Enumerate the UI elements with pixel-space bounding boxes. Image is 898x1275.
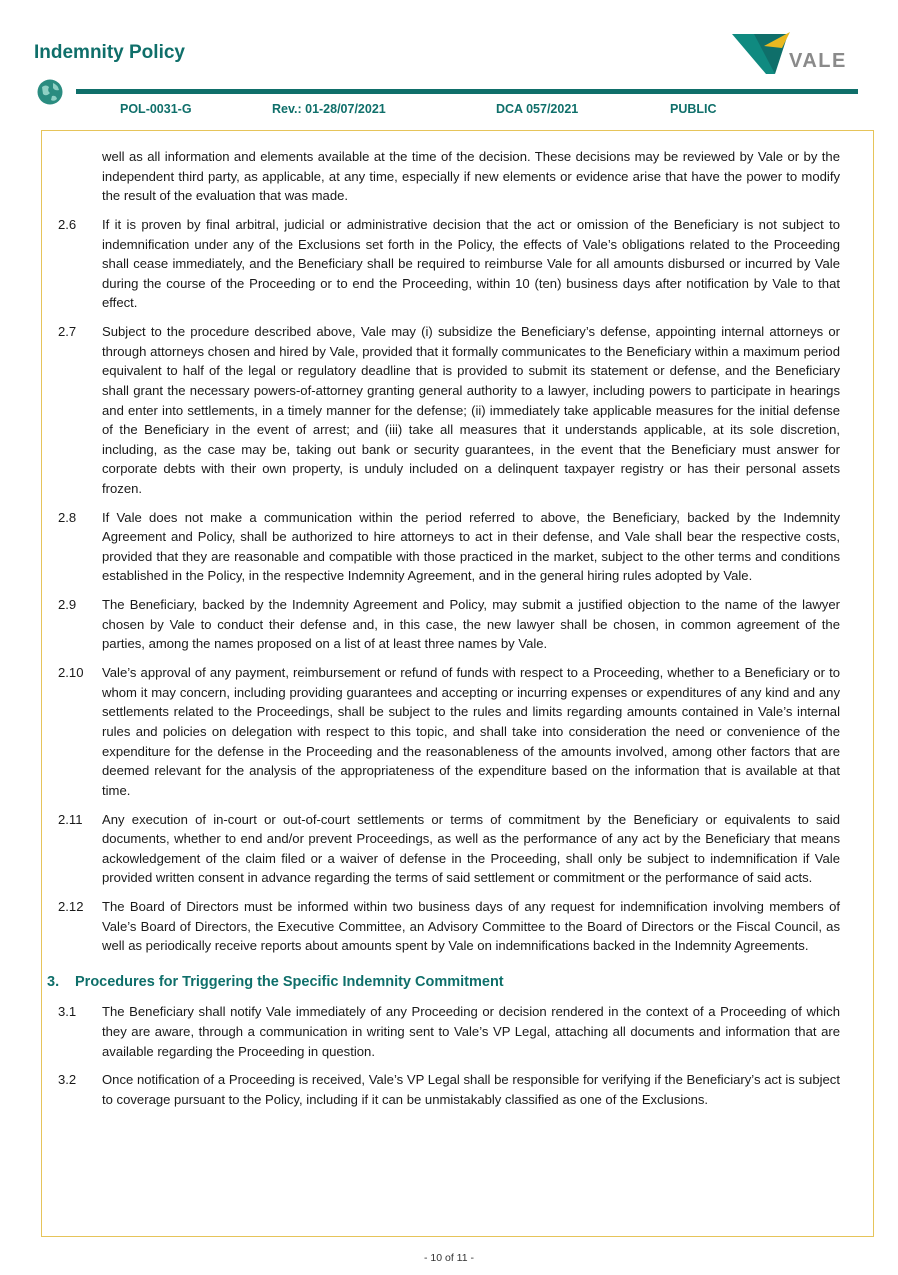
clause-2-11 [58,810,840,888]
globe-icon [37,79,63,105]
clause-number: 2.12 [58,899,84,915]
clause-2-6 [58,215,840,313]
clause-3-2 [58,1070,840,1109]
clause-text: Any execution of in-court or out-of-court settlements or terms of commitment by the Beneficiary or equivalents to said documents, whether to end and/or prevent Proceedings, as well as the performance of any act by the Beneficiary that means ackowledgement of the claim filed or a waiver of defense in the Proceeding, shall only be subject to indemnification if Vale provided written consent in advance regarding the terms of said settlement or commitment or the performance of said acts. [102,811,840,886]
clause-2-10 [58,663,840,800]
clause-number: 2.7 [58,324,77,340]
clause-text: The Beneficiary shall notify Vale immediately of any Proceeding or decision rendered in the context of a Proceeding of which they are aware, through a communication in writing sent to Vale’s VP Legal, attaching all documents and information that are available regarding the Proceeding in question. [102,1004,840,1059]
clause-text: If Vale does not make a communication within the period referred to above, the Beneficiary, backed by the Indemnity Agreement and Policy, shall be authorized to hire attorneys to act in their defense, and Vale shall bear the respective costs, provided that they are reasonable and compatible with those practiced in the market, subject to the other terms and conditions established in the Policy, in the respective Indemnity Agreement, and in the general hiring rules adopted by Vale. [102,509,840,584]
clause-number: 2.11 [58,811,83,827]
clause-2-7 [58,322,840,498]
clause-number: 2.6 [58,216,77,232]
page-number: - 10 of 11 - [424,1252,474,1264]
section-title: Procedures for Triggering the Specific Indemnity Commitment [75,973,504,990]
clause-text: Subject to the procedure described above, Vale may (i) subsidize the Beneficiary’s defense, appointing internal attorneys or through attorneys chosen and hired by Vale, provided that it formally communicates to the Beneficiary within a maximum period equivalent to half of the legal or regulatory deadline that is provided to submit its statement or defense, and the Beneficiary shall grant the necessary powers-of-attorney granting general authority to a lawyer, including powers to participate in hearings and enter into settlements, in a timely manner for the defense; (ii) immediately take applicable measures for the initial defense of the Beneficiary in the event of arrest; and (iii) take all measures that it understands applicable, at its sole discretion, including, as the case may be, taking out bank or security guarantees, in the event that the Beneficiary must answer for corporate debts with their own property, is unduly included on a delinquent taxpayer registry or has their personal assets frozen. [102,324,840,496]
clause-number: 2.10 [58,665,84,681]
clause-number: 3.1 [58,1004,77,1020]
clause-2-12 [58,897,840,956]
document-title: Indemnity Policy [34,42,185,63]
clause-2-9 [58,595,840,654]
clause-text: The Beneficiary, backed by the Indemnity Agreement and Policy, may submit a justified objection to the name of the lawyer chosen by Vale to conduct their defense and, in this case, the new lawyer shall be chosen, in common agreement of the parties, among the names proposed on a list of at least three names by Vale. [102,597,840,652]
doc-code: POL-0031-G [120,102,192,116]
document-body [47,147,840,1119]
clause-text: The Board of Directors must be informed within two business days of any request for indemnification involving members of Vale’s Board of Directors, the Executive Committee, an Advisory Committee to the Board of Directors or the Fiscal Council, as well as periodically receive reports about amounts spent by Vale on indemnifications backed in the Indemnity Agreements. [102,899,840,954]
classification: PUBLIC [670,102,717,116]
dca-number: DCA 057/2021 [496,102,579,116]
logo-text: VALE [789,50,847,72]
clause-text: Vale’s approval of any payment, reimbursement or refund of funds with respect to a Proceeding, whether to a Beneficiary or to whom it may concern, including providing guarantees and accepting or incurring expenses or expenditures of any kind and any settlements related to the Proceedings, shall be subject to the rules and limits regarding amounts contained in Vale’s internal rules and policies on delegation with respect to this topic, and shall take into consideration the need or convenience of the expenditure for the defense in the Proceeding and the reasonableness of the amounts involved, among other factors that are deemed relevant for the analysis of the appropriateness of the expenditure based on the information that is available at that time. [102,665,840,798]
paragraph-text: well as all information and elements available at the time of the decision. These decisions may be reviewed by Vale or by the independent third party, as applicable, at any time, especially if new elements or evidence arise that have the power to modify the result of the evaluation that was made. [102,149,840,204]
section-3-heading [47,973,840,993]
clause-2-8 [58,508,840,586]
clause-text: Once notification of a Proceeding is received, Vale’s VP Legal shall be responsible for verifying if the Beneficiary’s act is subject to coverage pursuant to the Policy, including if it can be unmistakably classified as one of the Exclusions. [102,1072,840,1108]
clause-number: 3.2 [58,1072,77,1088]
revision: Rev.: 01-28/07/2021 [272,102,386,116]
clause-3-1 [58,1002,840,1061]
paragraph-continuation [58,147,840,206]
clause-number: 2.9 [58,597,77,613]
clause-number: 2.8 [58,509,77,525]
clause-text: If it is proven by final arbitral, judicial or administrative decision that the act or omission of the Beneficiary is not subject to indemnification under any of the Exclusions set forth in the Policy, the effects of Vale’s obligations related to the Proceeding shall cease immediately, and the Beneficiary shall be required to reimburse Vale for all amounts disbursed or incurred by Vale during the course of the Proceeding or to end the Proceeding, within 10 (ten) business days after notification by Vale to that effect. [102,216,840,311]
section-number: 3. [47,973,60,990]
header-rule [76,89,858,94]
